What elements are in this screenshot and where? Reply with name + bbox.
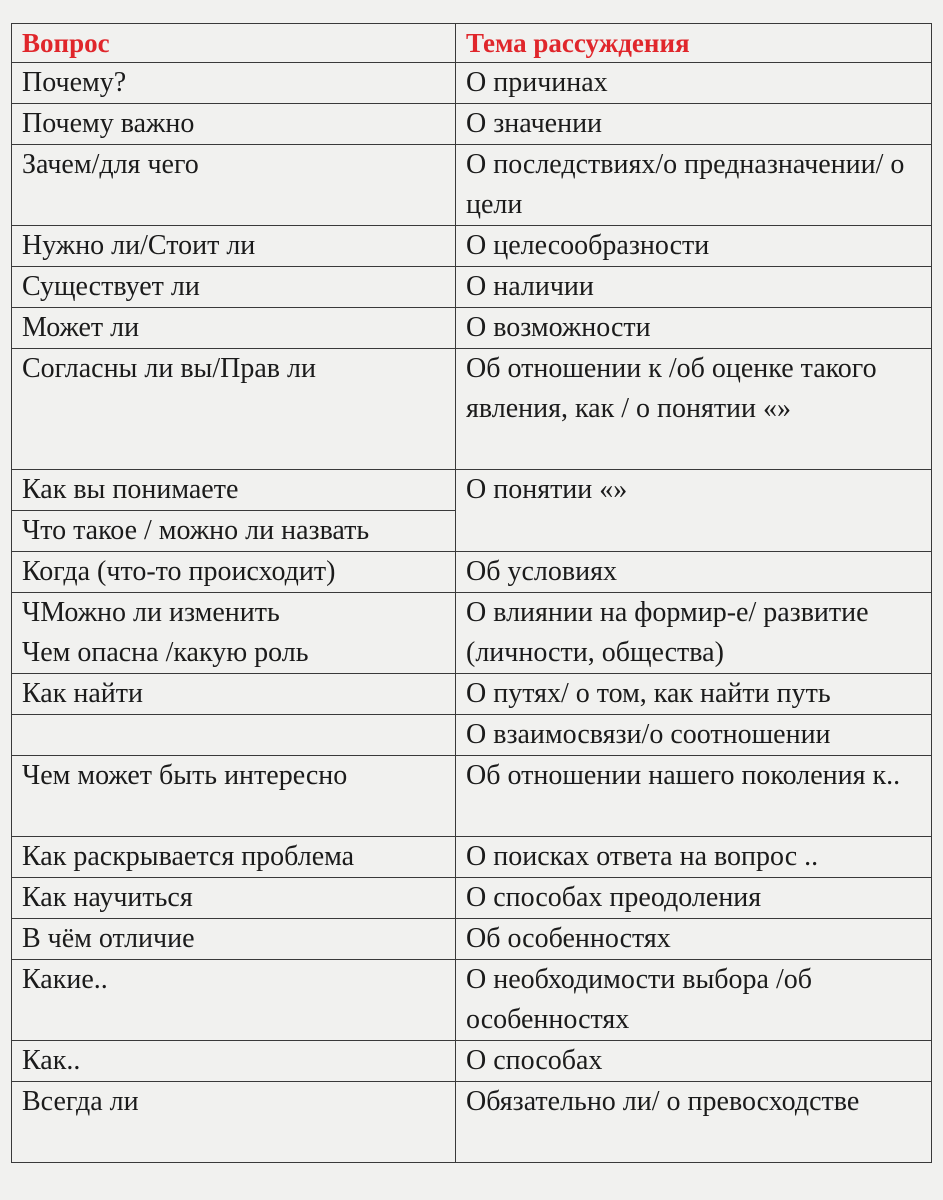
question-theme-table bbox=[11, 23, 932, 1163]
question-cell: Что такое / можно ли назвать bbox=[12, 511, 456, 552]
header-theme: Тема рассуждения bbox=[456, 24, 932, 63]
table-row bbox=[12, 63, 932, 104]
question-cell: Может ли bbox=[12, 308, 456, 349]
theme-cell: О способах bbox=[456, 1041, 932, 1082]
theme-cell: О возможности bbox=[456, 308, 932, 349]
theme-cell: О причинах bbox=[456, 63, 932, 104]
table-row bbox=[12, 470, 932, 511]
question-cell: Почему важно bbox=[12, 104, 456, 145]
theme-cell: Обязательно ли/ о превосходстве bbox=[456, 1082, 932, 1163]
question-cell bbox=[12, 593, 456, 674]
question-line: Чем опасна /какую роль bbox=[22, 637, 309, 668]
table-row bbox=[12, 674, 932, 715]
table-row bbox=[12, 756, 932, 837]
question-cell: Почему? bbox=[12, 63, 456, 104]
table-row bbox=[12, 349, 932, 470]
theme-cell: О способах преодоления bbox=[456, 878, 932, 919]
table-row bbox=[12, 715, 932, 756]
table-row bbox=[12, 226, 932, 267]
question-cell: Как найти bbox=[12, 674, 456, 715]
theme-cell: О последствиях/о предназначении/ о цели bbox=[456, 145, 932, 226]
question-cell: Согласны ли вы/Прав ли bbox=[12, 349, 456, 470]
question-cell: В чём отличие bbox=[12, 919, 456, 960]
question-cell: Как раскрывается проблема bbox=[12, 837, 456, 878]
table-header-row bbox=[12, 24, 932, 63]
table-row bbox=[12, 145, 932, 226]
question-cell: Зачем/для чего bbox=[12, 145, 456, 226]
question-cell: Какие.. bbox=[12, 960, 456, 1041]
question-cell: Всегда ли bbox=[12, 1082, 456, 1163]
theme-cell: О взаимосвязи/о соотношении bbox=[456, 715, 932, 756]
theme-cell: Об отношении к /об оценке такого явления, как / о понятии «» bbox=[456, 349, 932, 470]
theme-cell: О наличии bbox=[456, 267, 932, 308]
theme-cell: О влиянии на формир-е/ развитие (личности, общества) bbox=[456, 593, 932, 674]
question-line: ЧМожно ли изменить bbox=[22, 597, 280, 628]
theme-cell: Об условиях bbox=[456, 552, 932, 593]
header-question: Вопрос bbox=[12, 24, 456, 63]
theme-cell: О необходимости выбора /об особенностях bbox=[456, 960, 932, 1041]
table-row bbox=[12, 552, 932, 593]
theme-cell: Об особенностях bbox=[456, 919, 932, 960]
question-cell: Существует ли bbox=[12, 267, 456, 308]
question-cell: Как научиться bbox=[12, 878, 456, 919]
theme-cell: О целесообразности bbox=[456, 226, 932, 267]
question-cell bbox=[12, 715, 456, 756]
table-row bbox=[12, 1082, 932, 1163]
theme-cell: О поисках ответа на вопрос .. bbox=[456, 837, 932, 878]
question-cell: Как.. bbox=[12, 1041, 456, 1082]
table-row bbox=[12, 267, 932, 308]
question-cell: Нужно ли/Стоит ли bbox=[12, 226, 456, 267]
theme-cell: О путях/ о том, как найти путь bbox=[456, 674, 932, 715]
question-cell: Чем может быть интересно bbox=[12, 756, 456, 837]
table-row bbox=[12, 878, 932, 919]
question-cell: Когда (что-то происходит) bbox=[12, 552, 456, 593]
theme-cell: О понятии «» bbox=[456, 470, 932, 552]
theme-cell: Об отношении нашего поколения к.. bbox=[456, 756, 932, 837]
table-row bbox=[12, 960, 932, 1041]
question-cell: Как вы понимаете bbox=[12, 470, 456, 511]
table-row bbox=[12, 308, 932, 349]
theme-cell: О значении bbox=[456, 104, 932, 145]
table-row bbox=[12, 919, 932, 960]
table-row bbox=[12, 1041, 932, 1082]
table-row bbox=[12, 593, 932, 674]
table-row bbox=[12, 104, 932, 145]
table-row bbox=[12, 837, 932, 878]
